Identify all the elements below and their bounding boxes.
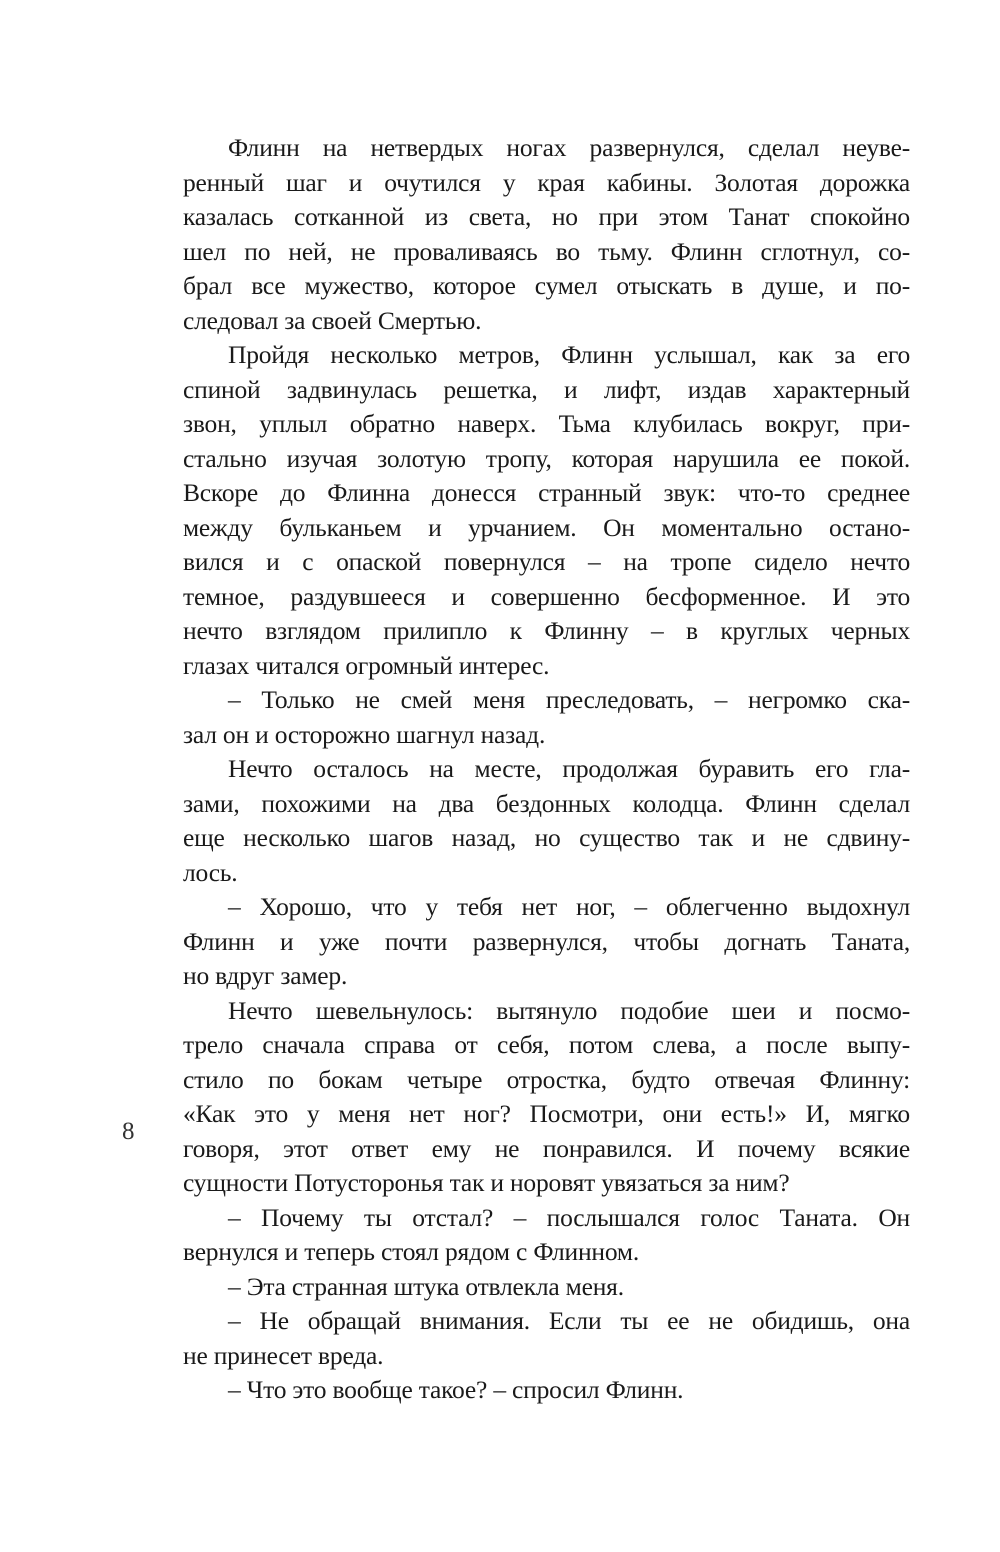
text-line: сущности Потусторонья так и норовят увязаться за ним? bbox=[183, 1168, 790, 1197]
text-line: – Не обращай внимания. Если ты ее не обидишь, она bbox=[228, 1306, 910, 1335]
text-line: лось. bbox=[183, 857, 238, 887]
paragraph bbox=[183, 1270, 910, 1305]
text-line: – Только не смей меня преследовать, – негромко ска- bbox=[228, 685, 910, 714]
text-line: ренный шаг и очутился у края кабины. Золотая дорожка bbox=[183, 167, 910, 197]
text-line: звон, уплыл обратно наверх. Тьма клубилась вокруг, при- bbox=[183, 409, 910, 438]
text-line: казалась сотканной из света, но при этом Танат спокойно bbox=[183, 202, 910, 231]
text-line: брал все мужество, которое сумел отыскать в душе, и по- bbox=[183, 271, 910, 300]
text-line: Пройдя несколько метров, Флинн услышал, как за его bbox=[228, 340, 910, 369]
paragraph bbox=[183, 1304, 910, 1373]
text-line: вернулся и теперь стоял рядом с Флинном. bbox=[183, 1237, 640, 1266]
text-line: стально изучая золотую тропу, которая нарушила ее покой. bbox=[183, 443, 910, 473]
text-line: – Почему ты отстал? – послышался голос Таната. Он bbox=[228, 1202, 910, 1232]
text-line: Флинн на нетвердых ногах развернулся, сделал неуве- bbox=[228, 133, 910, 162]
text-line: нечто взглядом прилипло к Флинну – в круглых черных bbox=[183, 616, 910, 645]
page-number: 8 bbox=[122, 1118, 135, 1145]
paragraph bbox=[183, 1373, 910, 1408]
text-line: зами, похожими на два бездонных колодца. Флинн сделал bbox=[183, 788, 910, 818]
text-line: шел по ней, не проваливаясь во тьму. Флинн сглотнул, со- bbox=[183, 236, 910, 266]
paragraph bbox=[183, 994, 910, 1201]
text-line: трело сначала справа от себя, потом слева, а после выпу- bbox=[183, 1030, 910, 1059]
text-line: говоря, этот ответ ему не понравился. И почему всякие bbox=[183, 1133, 910, 1163]
text-line: «Как это у меня нет ног? Посмотри, они есть!» И, мягко bbox=[183, 1099, 910, 1128]
text-line: глазах читался огромный интерес. bbox=[183, 650, 550, 680]
text-line: следовал за своей Смертью. bbox=[183, 305, 482, 335]
text-line: не принесет вреда. bbox=[183, 1340, 384, 1370]
paragraph bbox=[183, 890, 910, 994]
paragraph bbox=[183, 338, 910, 683]
text-line: еще несколько шагов назад, но существо так и не сдвину- bbox=[183, 823, 910, 852]
paragraph bbox=[183, 752, 910, 890]
text-line: вился и с опаской повернулся – на тропе сидело нечто bbox=[183, 547, 910, 576]
text-line: между бульканьем и урчанием. Он моментально остано- bbox=[183, 512, 910, 542]
text-line: стило по бокам четыре отростка, будто отвечая Флинну: bbox=[183, 1064, 910, 1094]
text-line: но вдруг замер. bbox=[183, 961, 348, 990]
text-line: спиной задвинулась решетка, и лифт, издав характерный bbox=[183, 374, 910, 404]
paragraph bbox=[183, 683, 910, 752]
text-line: – Что это вообще такое? – спросил Флинн. bbox=[228, 1375, 684, 1404]
text-line: Нечто шевельнулось: вытянуло подобие шеи и посмо- bbox=[228, 995, 910, 1025]
text-line: Нечто осталось на месте, продолжая буравить его гла- bbox=[228, 754, 910, 783]
text-line: Вскоре до Флинна донесся странный звук: что-то среднее bbox=[183, 478, 910, 507]
text-line: зал он и осторожно шагнул назад. bbox=[183, 719, 546, 749]
paragraph bbox=[183, 1201, 910, 1270]
text-line: – Хорошо, что у тебя нет ног, – облегченно выдохнул bbox=[228, 892, 910, 921]
text-line: темное, раздувшееся и совершенно бесформенное. И это bbox=[183, 581, 910, 611]
text-line: – Эта странная штука отвлекла меня. bbox=[228, 1271, 624, 1301]
paragraph bbox=[183, 131, 910, 338]
body-text bbox=[183, 131, 910, 1408]
text-line: Флинн и уже почти развернулся, чтобы догнать Таната, bbox=[183, 926, 910, 956]
